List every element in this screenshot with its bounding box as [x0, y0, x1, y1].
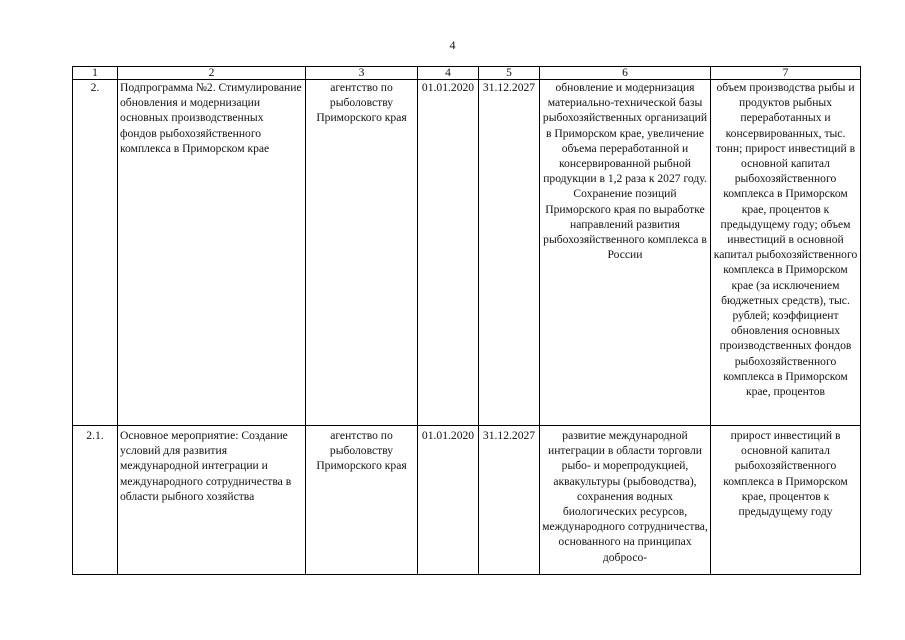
program-name: Подпрограмма №2. Стимулирование обновления и модернизации основных производственных фондов рыбохозяйственного комплекса в Приморском крае [118, 80, 306, 426]
column-number: 4 [418, 67, 479, 80]
executor: агентство по рыболовству Приморского края [306, 426, 418, 575]
column-number: 5 [479, 67, 540, 80]
expected-result: развитие международной интеграции в области торговли рыбо- и морепродукцией, аквакультуры (рыбоводства), сохранения водных биологических ресурсов, международного сотрудничества, основанного на принципах добросо- [540, 426, 711, 575]
column-number: 6 [540, 67, 711, 80]
expected-result: обновление и модернизация материально-технической базы рыбохозяйственных организаций в Приморском крае, увеличение объема переработанной и консервированной рыбной продукции в 1,2 раза к 2027 году. Сохранение позиций Приморского края по выработке направлений развития рыбохозяйственного комплекса в России [540, 80, 711, 426]
program-table [72, 66, 861, 575]
page-number: 4 [449, 38, 456, 52]
column-number: 2 [118, 67, 306, 80]
table-row [73, 426, 861, 575]
start-date: 01.01.2020 [418, 426, 479, 575]
indicators: объем производства рыбы и продуктов рыбных переработанных и консервированных, тыс. тонн; прирост инвестиций в основной капитал рыбохозяйственного комплекса в Приморском крае, процентов к предыдущему году; объем инвестиций в основной капитал рыбохозяйственного комплекса в Приморском крае (за исключением бюджетных средств), тыс. рублей; коэффициент обновления основных производственных фондов рыбохозяйственного комплекса в Приморском крае, процентов [711, 80, 861, 426]
program-name: Основное мероприятие: Создание условий для развития международной интеграции и международного сотрудничества в области рыбного хозяйства [118, 426, 306, 575]
start-date: 01.01.2020 [418, 80, 479, 426]
row-number: 2. [73, 80, 118, 426]
row-number: 2.1. [73, 426, 118, 575]
column-number: 1 [73, 67, 118, 80]
executor: агентство по рыболовству Приморского края [306, 80, 418, 426]
table-row [73, 80, 861, 426]
column-number-row [73, 67, 861, 80]
indicators: прирост инвестиций в основной капитал рыбохозяйственного комплекса в Приморском крае, процентов к предыдущему году [711, 426, 861, 575]
end-date: 31.12.2027 [479, 426, 540, 575]
end-date: 31.12.2027 [479, 80, 540, 426]
column-number: 3 [306, 67, 418, 80]
column-number: 7 [711, 67, 861, 80]
